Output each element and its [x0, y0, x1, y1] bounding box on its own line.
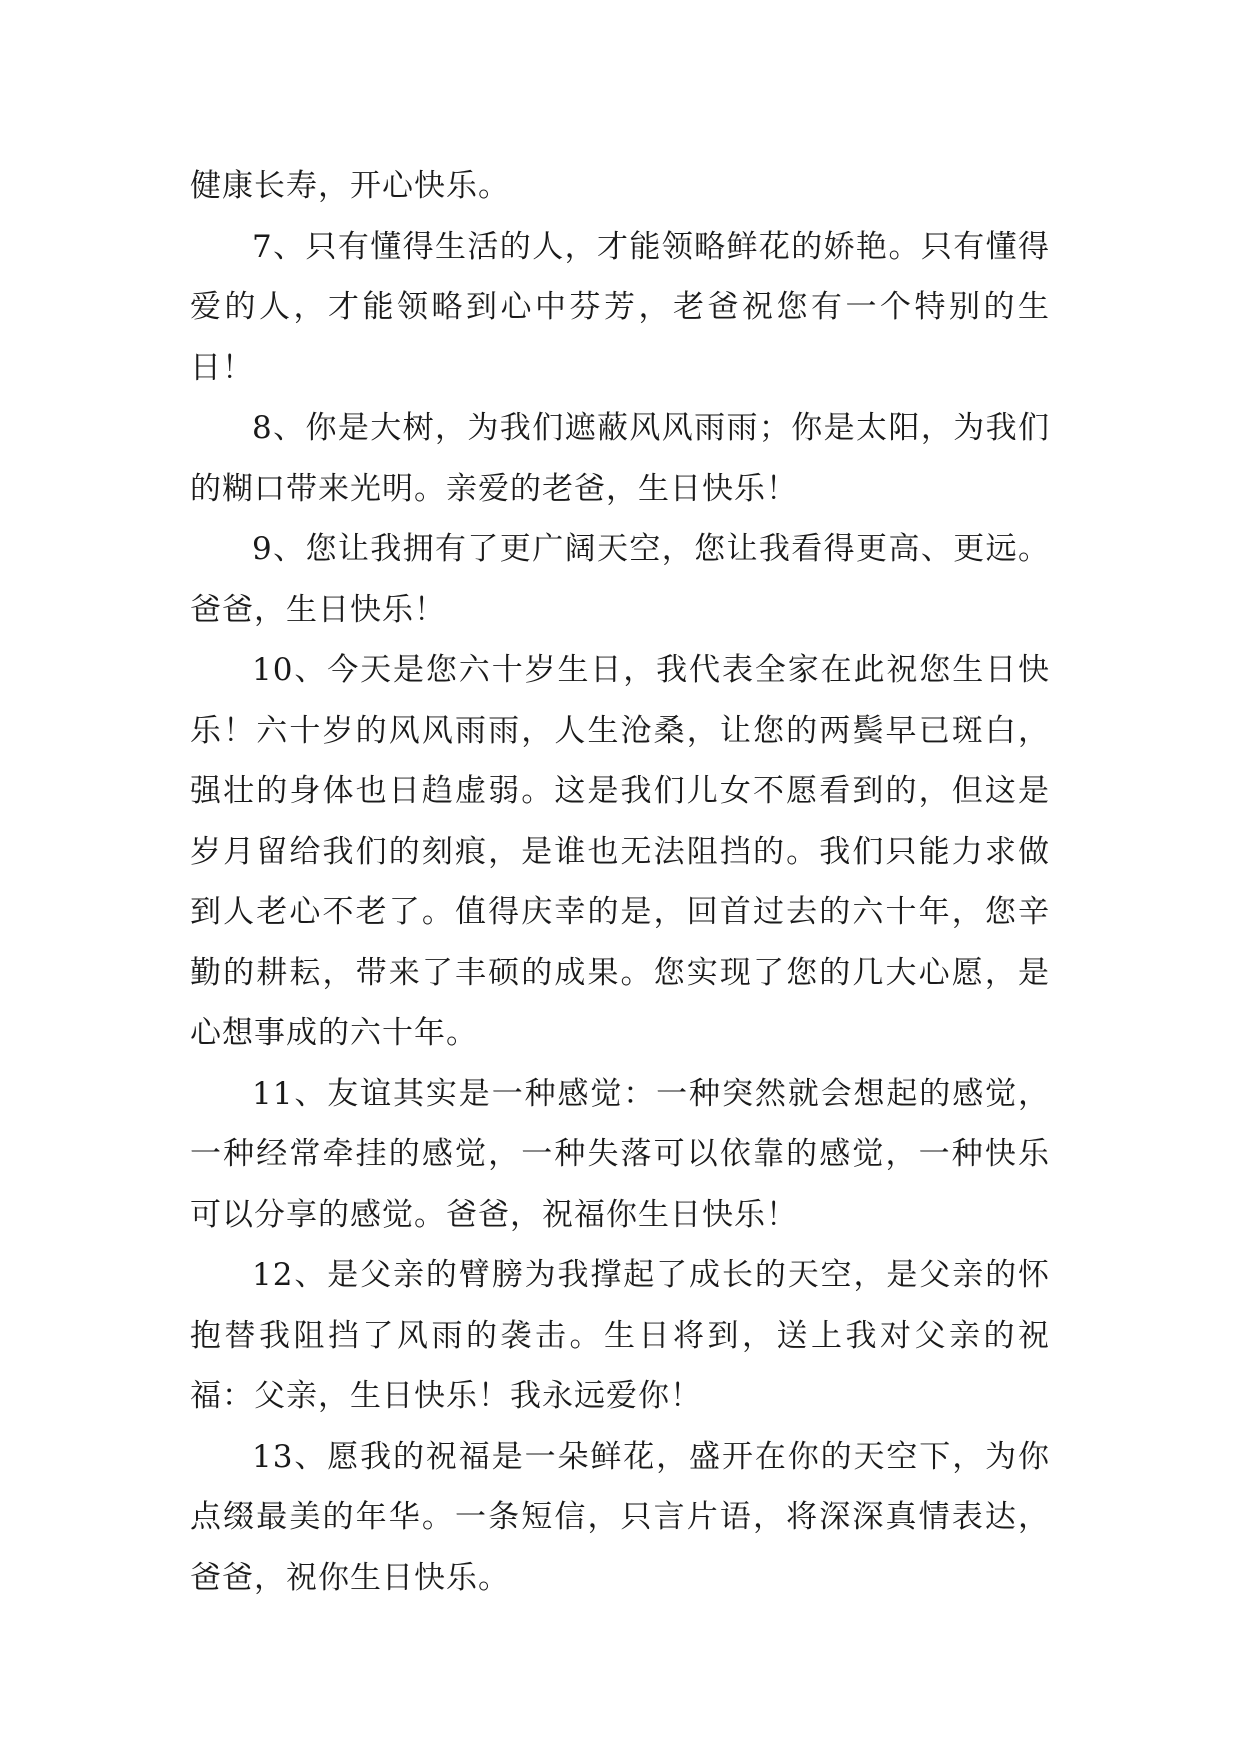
paragraph-wish-7: 7、只有懂得生活的人，才能领略鲜花的娇艳。只有懂得爱的人，才能领略到心中芬芳，老爸祝您有一个特别的生日！ — [190, 228, 1050, 386]
paragraph-wish-13: 13、愿我的祝福是一朵鲜花，盛开在你的天空下，为你点缀最美的年华。一条短信，只言片语，将深深真情表达，爸爸，祝你生日快乐。 — [190, 1438, 1050, 1596]
paragraph-wish-12: 12、是父亲的臂膀为我撑起了成长的天空，是父亲的怀抱替我阻挡了风雨的袭击。生日将到，送上我对父亲的祝福：父亲，生日快乐！我永远爱你！ — [190, 1257, 1050, 1414]
paragraph-wish-8: 8、你是大树，为我们遮蔽风风雨雨；你是太阳，为我们的糊口带来光明。亲爱的老爸，生日快乐！ — [190, 410, 1050, 507]
paragraph-wish-10: 10、今天是您六十岁生日，我代表全家在此祝您生日快乐！六十岁的风风雨雨，人生沧桑，让您的两鬓早已斑白，强壮的身体也日趋虚弱。这是我们儿女不愿看到的，但这是岁月留给我们的刻痕，是谁也无法阻挡的。我们只能力求做到人老心不老了。值得庆幸的是，回首过去的六十年，您辛勤的耕耘，带来了丰硕的成果。您实现了您的几大心愿，是心想事成的六十年。 — [190, 652, 1050, 1051]
paragraph-continuation: 健康长寿，开心快乐。 — [190, 168, 510, 204]
paragraph-wish-11: 11、友谊其实是一种感觉：一种突然就会想起的感觉，一种经常牵挂的感觉，一种失落可以依靠的感觉，一种快乐可以分享的感觉。爸爸，祝福你生日快乐！ — [190, 1075, 1050, 1233]
paragraph-wish-9: 9、您让我拥有了更广阔天空，您让我看得更高、更远。爸爸，生日快乐！ — [190, 531, 1050, 628]
document-body — [190, 156, 1050, 1608]
